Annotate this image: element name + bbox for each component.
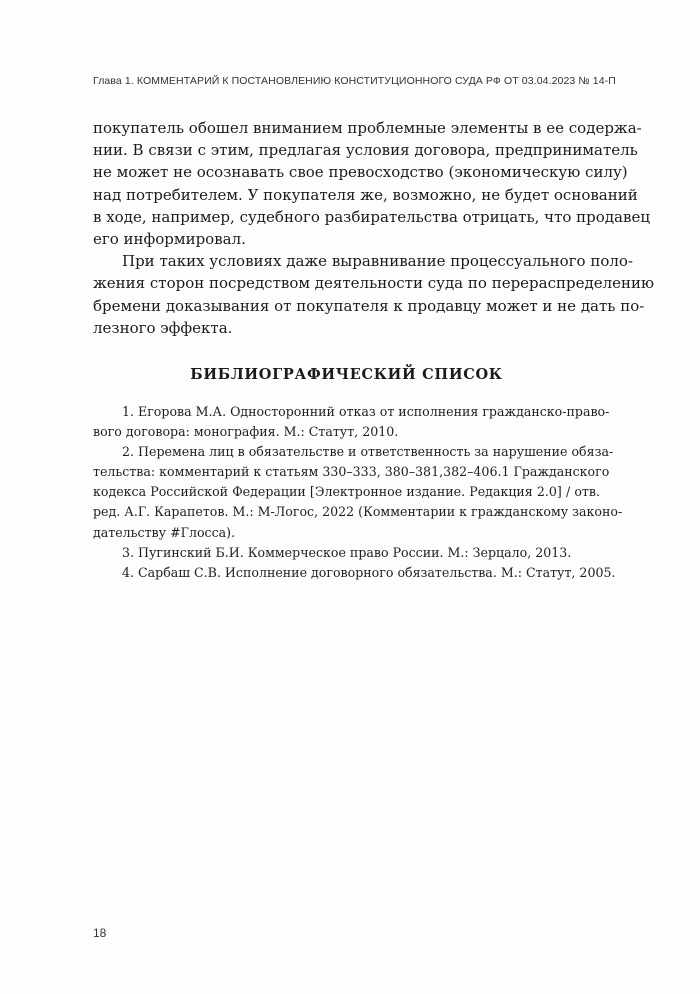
text-line: дательству #Глосса). [93,524,236,540]
running-head-title: КОММЕНТАРИЙ К ПОСТАНОВЛЕНИЮ КОНСТИТУЦИОННОГО СУДА РФ ОТ 03.04.2023 № 14-П [136,75,616,87]
text-line: 2. Перемена лиц в обязательстве и ответственность за нарушение обяза- [122,444,614,460]
text-line: его информировал. [93,229,246,248]
bibliography-list [93,402,623,583]
paragraph [93,250,655,339]
body-text [93,117,655,339]
text-line: нии. В связи с этим, предлагая условия договора, предприниматель [93,141,638,160]
paragraph [93,117,650,250]
text-line: При таких условиях даже выравнивание процессуального поло- [122,252,633,271]
text-line: 4. Сарбаш С.В. Исполнение договорного обязательства. М.: Статут, 2005. [122,564,616,580]
running-head-chapter: Глава 1. [93,75,134,87]
text-line: 3. Пугинский Б.И. Коммерческое право России. М.: Зерцало, 2013. [122,544,572,560]
text-line: лезного эффекта. [93,318,233,337]
page-number: 18 [93,926,107,940]
text-line: ред. А.Г. Карапетов. М.: М-Логос, 2022 (Комментарии к гражданскому законо- [93,504,623,520]
text-line: бремени доказывания от покупателя к продавцу может и не дать по- [93,296,645,315]
text-line: 1. Егорова М.А. Односторонний отказ от исполнения гражданско-право- [122,404,610,419]
text-line: тельства: комментарий к статьям 330–333, 380–381,382–406.1 Гражданского [93,464,610,480]
text-line: покупатель обошел вниманием проблемные элементы в ее содержа- [93,119,642,137]
text-line: жения сторон посредством деятельности суда по перераспределению [93,274,655,293]
text-line: кодекса Российской Федерации [Электронное издание. Редакция 2.0] / отв. [93,484,600,500]
text-line: не может не осознавать свое превосходство (экономическую силу) [93,163,628,182]
bibliography-entry [93,563,616,583]
bibliography-heading: БИБЛИОГРАФИЧЕСКИЙ СПИСОК [190,366,503,383]
bibliography-entry [93,442,623,542]
text-line: в ходе, например, судебного разбирательства отрицать, что продавец [93,207,650,226]
running-head [93,75,653,87]
bibliography-entry [93,543,600,563]
text-line: вого договора: монография. М.: Статут, 2010. [93,424,399,440]
bibliography-entry [93,402,610,442]
text-line: над потребителем. У покупателя же, возможно, не будет оснований [93,185,638,204]
